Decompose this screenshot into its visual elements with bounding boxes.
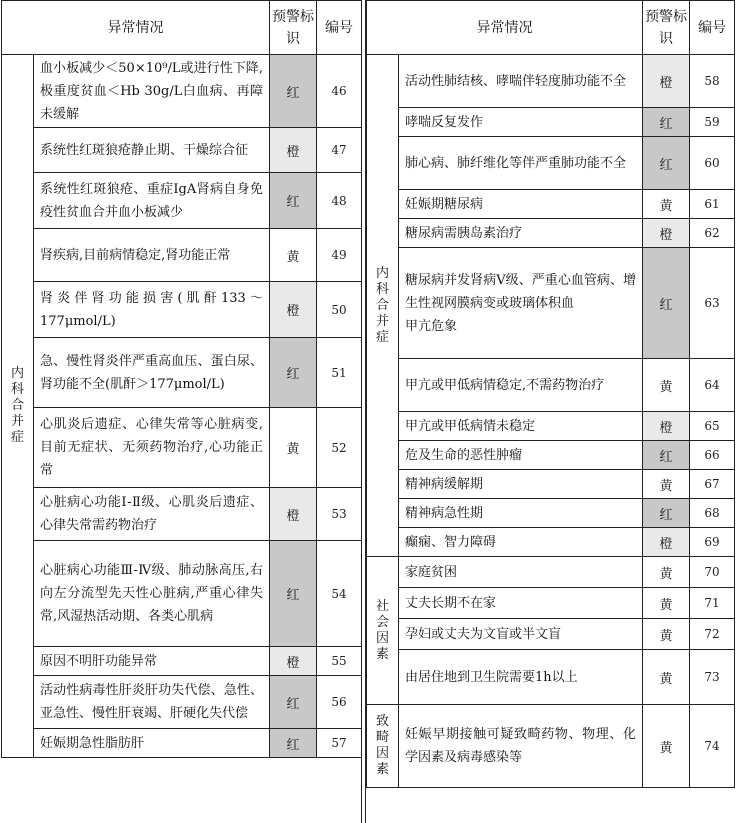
warning-flag: 黄: [643, 557, 690, 588]
row-number: 71: [690, 588, 735, 619]
condition-cell: [34, 128, 270, 173]
category-cell: [367, 55, 399, 557]
warning-flag: 橙: [270, 647, 317, 676]
warning-flag: 橙: [643, 55, 690, 108]
condition-cell: [399, 470, 643, 499]
table-row: [367, 619, 735, 650]
condition-cell: [34, 173, 270, 229]
row-number: 72: [690, 619, 735, 650]
warning-flag: 黄: [643, 705, 690, 788]
header-condition: 异常情况: [367, 1, 643, 55]
table-row: [367, 705, 735, 788]
condition-text: 妊娠早期接触可疑致畸药物、物理、化学因素及病毒感染等: [405, 727, 636, 765]
condition-cell: [34, 488, 270, 541]
condition-cell: [34, 338, 270, 408]
header-condition: 异常情况: [2, 1, 270, 55]
row-number: 55: [317, 647, 362, 676]
right-header-row: [367, 1, 735, 55]
condition-text: 精神病缓解期: [405, 476, 484, 492]
condition-text: 孕妇或丈夫为文盲或半文盲: [405, 626, 562, 642]
table-row: [2, 128, 362, 173]
category-label: 内科合并症: [10, 366, 24, 445]
row-number: 63: [690, 248, 735, 359]
condition-text: 心脏病心功能Ⅰ-Ⅱ级、心肌炎后遗症、心律失常需药物治疗: [40, 495, 263, 533]
row-number: 51: [317, 338, 362, 408]
condition-cell: [399, 557, 643, 588]
row-number: 61: [690, 190, 735, 219]
warning-flag: 红: [643, 499, 690, 528]
right-table: [366, 0, 735, 788]
table-row: [367, 137, 735, 190]
table-row: [367, 248, 735, 359]
row-number: 52: [317, 408, 362, 488]
header-number: 编号: [690, 1, 735, 55]
row-number: 73: [690, 650, 735, 705]
table-row: [367, 528, 735, 557]
table-row: [2, 488, 362, 541]
condition-text: 肾炎伴肾功能损害(肌酐133～177μmol/L): [40, 290, 263, 329]
condition-text: 系统性红斑狼疮静止期、干燥综合征: [40, 142, 249, 158]
condition-cell: [34, 647, 270, 676]
table-row: [367, 359, 735, 412]
warning-flag: 橙: [270, 282, 317, 338]
warning-flag: 红: [643, 137, 690, 190]
condition-text: 由居住地到卫生院需要1h以上: [405, 669, 578, 685]
condition-cell: [34, 729, 270, 758]
warning-flag: 黄: [643, 359, 690, 412]
table-row: [2, 729, 362, 758]
condition-cell: [34, 676, 270, 729]
header-flag: 预警标识: [643, 1, 690, 55]
row-number: 50: [317, 282, 362, 338]
condition-cell: [34, 282, 270, 338]
condition-cell: [399, 588, 643, 619]
condition-cell: [399, 412, 643, 441]
table-row: [367, 557, 735, 588]
condition-cell: [34, 229, 270, 282]
warning-flag: 黄: [643, 190, 690, 219]
table-row: [367, 441, 735, 470]
condition-text: 活动性病毒性肝炎肝功失代偿、急性、亚急性、慢性肝衰竭、肝硬化失代偿: [40, 683, 263, 721]
warning-flag: 红: [270, 173, 317, 229]
table-row: [367, 470, 735, 499]
condition-cell: [399, 705, 643, 788]
row-number: 53: [317, 488, 362, 541]
warning-flag: 橙: [643, 412, 690, 441]
condition-cell: [399, 499, 643, 528]
condition-text: 危及生命的恶性肿瘤: [405, 447, 523, 463]
warning-flag: 黄: [643, 470, 690, 499]
table-row: [367, 499, 735, 528]
row-number: 67: [690, 470, 735, 499]
condition-text: 活动性肺结核、哮喘伴轻度肺功能不全: [405, 73, 627, 89]
row-number: 58: [690, 55, 735, 108]
condition-text: 甲亢或甲低病情稳定,不需药物治疗: [405, 377, 605, 393]
category-label: 内科合并症: [375, 265, 389, 345]
row-number: 54: [317, 541, 362, 647]
row-number: 59: [690, 108, 735, 137]
condition-text: 血小板减少＜50×10⁹/L或进行性下降,极重度贫血＜Hb 30g/L白血病、再障未缓解: [40, 60, 263, 122]
row-number: 66: [690, 441, 735, 470]
warning-flag: 黄: [643, 619, 690, 650]
condition-cell: [34, 541, 270, 647]
warning-flag: 红: [270, 55, 317, 128]
condition-cell: [399, 650, 643, 705]
warning-flag: 红: [643, 441, 690, 470]
condition-cell: [399, 528, 643, 557]
category-cell: [367, 557, 399, 705]
warning-flag: 橙: [270, 128, 317, 173]
warning-flag: 红: [643, 108, 690, 137]
table-row: [2, 229, 362, 282]
condition-text: 妊娠期急性脂肪肝: [40, 735, 145, 751]
condition-text: 妊娠期糖尿病: [405, 196, 484, 212]
condition-cell: [399, 190, 643, 219]
table-row: [367, 412, 735, 441]
condition-text: 甲亢或甲低病情未稳定: [405, 418, 536, 434]
table-row: [367, 55, 735, 108]
row-number: 62: [690, 219, 735, 248]
condition-cell: [399, 219, 643, 248]
warning-flag: 橙: [270, 488, 317, 541]
table-row: [2, 647, 362, 676]
table-row: [2, 338, 362, 408]
table-row: [367, 219, 735, 248]
table-row: [367, 108, 735, 137]
condition-cell: [399, 619, 643, 650]
condition-text: 肺心病、肺纤维化等伴严重肺功能不全: [405, 155, 627, 171]
warning-flag: 黄: [270, 408, 317, 488]
condition-cell: [399, 359, 643, 412]
condition-cell: [399, 248, 643, 359]
category-cell: [2, 55, 34, 758]
header-number: 编号: [317, 1, 362, 55]
row-number: 57: [317, 729, 362, 758]
condition-text: 哮喘反复发作: [405, 114, 484, 130]
condition-text: 肾疾病,目前病情稳定,肾功能正常: [40, 247, 231, 263]
condition-text: 心肌炎后遗症、心律失常等心脏病变,目前无症状、无须药物治疗,心功能正常: [40, 417, 263, 478]
condition-text: 心脏病心功能Ⅲ-Ⅳ级、肺动脉高压,右向左分流型先天性心脏病,严重心律失常,风湿热活动期、各类心肌病: [40, 563, 263, 624]
row-number: 47: [317, 128, 362, 173]
warning-flag: 橙: [643, 219, 690, 248]
row-number: 74: [690, 705, 735, 788]
condition-text: 糖尿病需胰岛素治疗: [405, 225, 523, 241]
row-number: 65: [690, 412, 735, 441]
row-number: 69: [690, 528, 735, 557]
condition-cell: [399, 108, 643, 137]
row-number: 49: [317, 229, 362, 282]
table-row: [367, 190, 735, 219]
condition-cell: [399, 55, 643, 108]
condition-text: 糖尿病并发肾病Ⅴ级、严重心血管病、增生性视网膜病变或玻璃体积血: [405, 272, 636, 311]
table-row: [2, 173, 362, 229]
warning-flag: 红: [270, 541, 317, 647]
table-row: [2, 282, 362, 338]
condition-text: 系统性红斑狼疮、重症IgA肾病自身免疫性贫血合并血小板减少: [40, 181, 263, 220]
condition-text-extra: 甲亢危象: [405, 318, 458, 334]
category-label: 社会因素: [375, 598, 389, 662]
condition-text: 癫痫、智力障碍: [405, 534, 497, 550]
condition-cell: [399, 441, 643, 470]
category-label: 致畸因素: [375, 714, 389, 777]
table-row: [367, 588, 735, 619]
row-number: 46: [317, 55, 362, 128]
left-header-row: [2, 1, 362, 55]
warning-flag: 黄: [270, 229, 317, 282]
condition-text: 精神病急性期: [405, 505, 484, 521]
condition-text: 急、慢性肾炎伴严重高血压、蛋白尿、肾功能不全(肌酐＞177μmol/L): [40, 353, 263, 392]
warning-flag: 黄: [643, 650, 690, 705]
warning-flag: 红: [643, 248, 690, 359]
table-row: [2, 408, 362, 488]
table-row: [2, 55, 362, 128]
header-flag: 预警标识: [270, 1, 317, 55]
warning-flag: 红: [270, 338, 317, 408]
condition-cell: [34, 408, 270, 488]
row-number: 70: [690, 557, 735, 588]
condition-text: 原因不明肝功能异常: [40, 653, 158, 669]
warning-flag: 红: [270, 729, 317, 758]
table-row: [367, 650, 735, 705]
row-number: 48: [317, 173, 362, 229]
row-number: 60: [690, 137, 735, 190]
row-number: 56: [317, 676, 362, 729]
left-table: [1, 0, 362, 758]
category-cell: [367, 705, 399, 788]
table-row: [2, 541, 362, 647]
condition-cell: [399, 137, 643, 190]
condition-text: 丈夫长期不在家: [405, 595, 497, 611]
warning-flag: 红: [270, 676, 317, 729]
table-row: [2, 676, 362, 729]
warning-flag: 橙: [643, 528, 690, 557]
row-number: 64: [690, 359, 735, 412]
warning-flag: 黄: [643, 588, 690, 619]
condition-cell: [34, 55, 270, 128]
row-number: 68: [690, 499, 735, 528]
condition-text: 家庭贫困: [405, 564, 458, 580]
